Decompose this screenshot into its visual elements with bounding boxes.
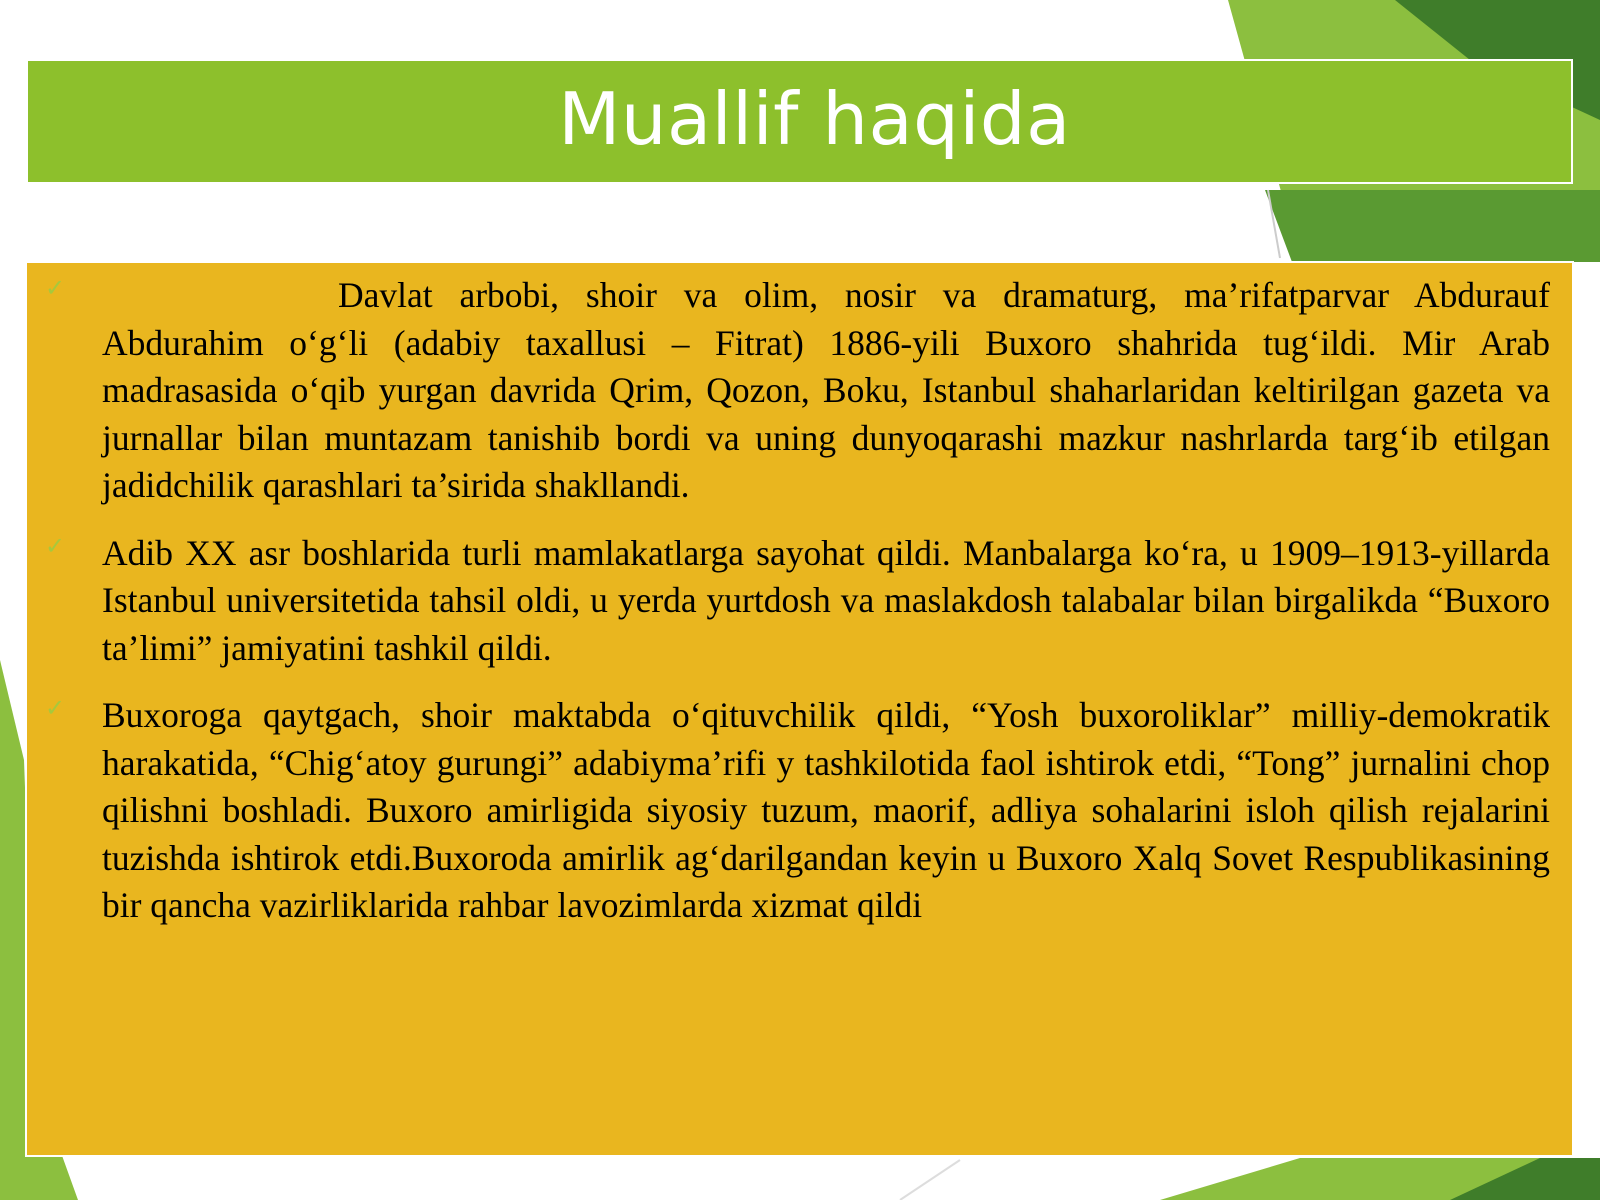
bullet-paragraph: Adib XX asr boshlarida turli mamlakatlarga sayohat qildi. Manbalarga ko‘ra, u 1909–1913-yillarda Istanbul universitetida tahsil oldi, u yerda yurtdosh va maslakdosh talabalar bilan birgalikda “Buxoro ta’limi” jamiyatini tashkil qildi. — [102, 532, 1550, 668]
bullet-list — [27, 272, 1572, 950]
checkmark-icon: ✓ — [45, 531, 66, 560]
slide-title: Muallif haqida — [558, 76, 1071, 161]
deco-shape-left-strip — [24, 1150, 78, 1200]
deco-shape-top-right-mid — [1265, 190, 1600, 262]
deco-line-bottom — [900, 1160, 960, 1200]
bullet-item — [27, 530, 1572, 673]
checkmark-icon: ✓ — [45, 274, 66, 302]
bullet-item — [27, 272, 1572, 510]
bullet-item — [27, 692, 1572, 930]
checkmark-icon: ✓ — [45, 694, 66, 722]
content-box — [25, 261, 1574, 1157]
bullet-paragraph: Buxoroga qaytgach, shoir maktabda o‘qituvchilik qildi, “Yosh buxoroliklar” milliy-demokratik harakatida, “Chig‘atoy gurungi” adabiyma’rifi y tashkilotida faol ishtirok etdi, “Tong” jurnalini chop qilishni boshladi. Buxoro amirligida siyosiy tuzum, maorif, adliya sohalarini isloh qilish rejalarini tuzishda ishtirok etdi.Buxoroda amirlik ag‘darilgandan keyin u Buxoro Xalq Sovet Respublikasining bir qancha vazirliklarida rahbar lavozimlarda xizmat qildi — [102, 695, 1550, 925]
title-bar — [26, 59, 1573, 184]
bullet-paragraph: Davlat arbobi, shoir va olim, nosir va dramaturg, ma’rifatparvar Abdurauf Abdurahim o‘g‘li (adabiy taxallusi – Fitrat) 1886-yili Buxoro shahrida tug‘ildi. Mir Arab madrasasida o‘qib yurgan davrida Qrim, Qozon, Boku, Istanbul shaharlaridan keltirilgan gazeta va jurnallar bilan muntazam tanishib bordi va uning dunyoqarashi mazkur nashrlarda targ‘ib etilgan jadidchilik qarashlari ta’sirida shakllandi. — [102, 275, 1550, 505]
